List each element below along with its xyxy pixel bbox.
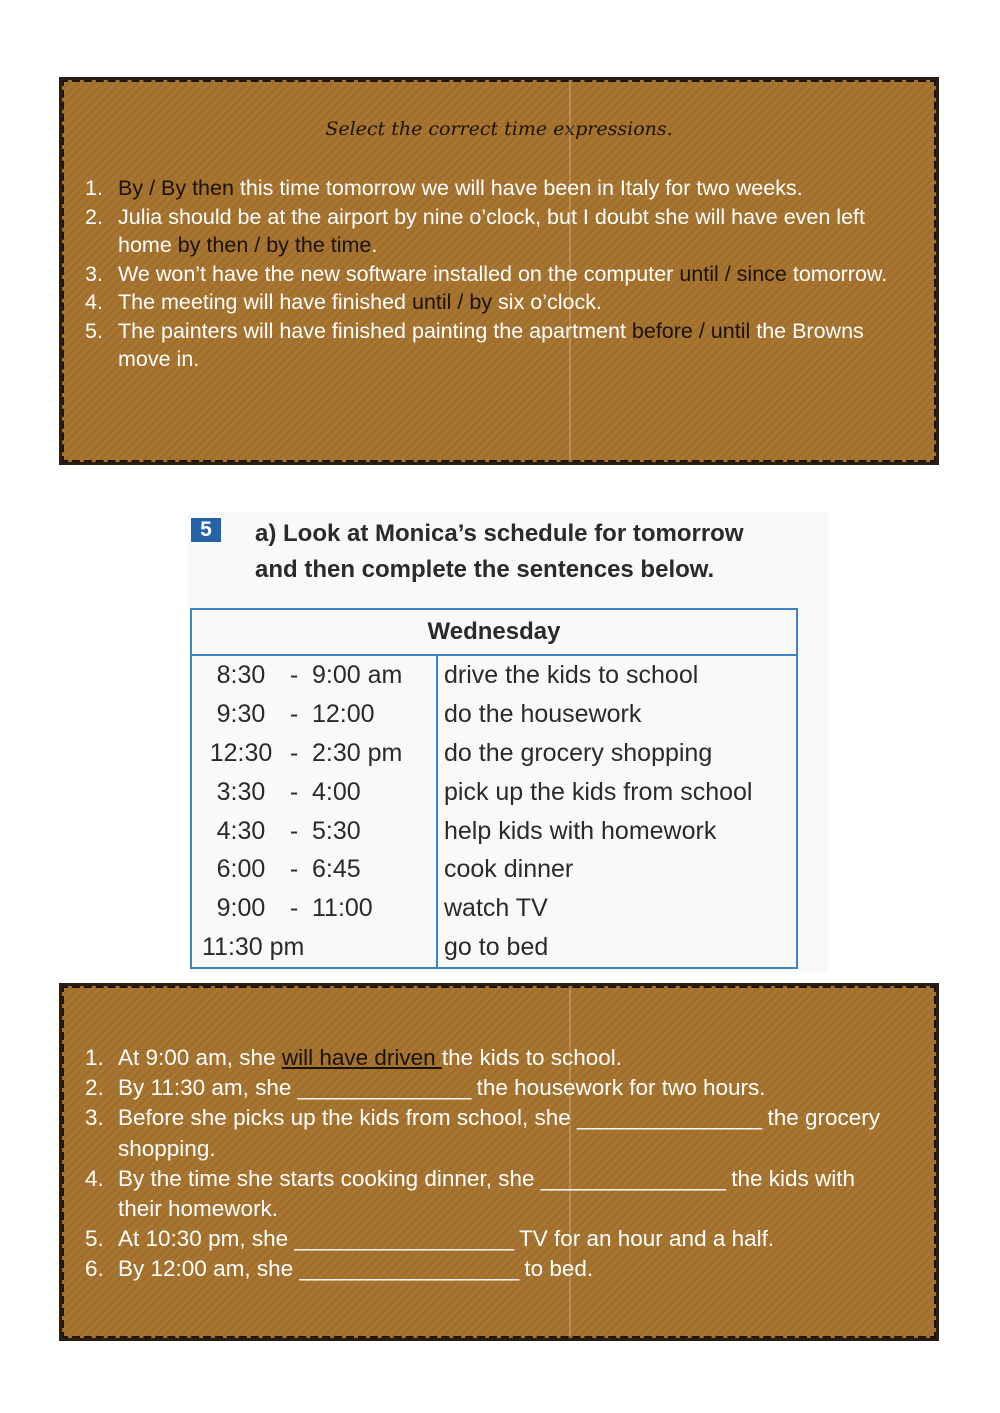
list-item: We won’t have the new software installed on the computer until / since tomorrow.: [118, 261, 888, 286]
answer-field[interactable]: ________________: [576, 1105, 762, 1131]
list-item: At 10:30 pm, she ___________________ TV for an hour and a half.: [118, 1226, 775, 1252]
list-item: By / By then this time tomorrow we will have been in Italy for two weeks.: [118, 176, 803, 200]
choice-options[interactable]: By / By then: [118, 176, 234, 200]
choice-options[interactable]: until / by: [412, 290, 493, 314]
table-row: 9:30 - 12:00 do the housework: [191, 695, 797, 734]
exercise-1-list: [64, 174, 904, 374]
table-row: 8:30 - 9:00 am drive the kids to school: [191, 655, 797, 695]
list-item: Before she picks up the kids from school, she ________________ the grocery shopping.: [118, 1105, 881, 1161]
choice-options[interactable]: until / since: [679, 261, 787, 286]
answer-field[interactable]: ________________: [540, 1165, 725, 1191]
table-row: 3:30 - 4:00 pick up the kids from school: [191, 773, 797, 812]
list-item: By 12:00 am, she ___________________ to bed.: [118, 1256, 594, 1282]
table-row: 4:30 - 5:30 help kids with homework: [191, 812, 797, 851]
exercise-number-badge: 5: [191, 518, 221, 542]
answer-field[interactable]: will have driven: [281, 1045, 442, 1070]
list-item: Julia should be at the airport by nine o’clock, but I doubt she will have even left home by then / by the time.: [118, 204, 865, 257]
answer-field[interactable]: ___________________: [294, 1226, 514, 1252]
exercise-2-list: [64, 1043, 904, 1285]
list-item: At 9:00 am, she will have driven the kids to school.: [118, 1045, 623, 1070]
choice-options[interactable]: by then / by the time: [177, 233, 372, 257]
list-item: By the time she starts cooking dinner, she ________________ the kids with their homework.: [118, 1165, 856, 1222]
schedule-day-header: Wednesday: [191, 609, 797, 655]
answer-field[interactable]: ___________________: [299, 1256, 519, 1282]
exercise-1-title: Select the correct time expressions.: [325, 118, 673, 140]
choice-options[interactable]: before / until: [631, 318, 751, 343]
list-item: By 11:30 am, she _______________ the housework for two hours.: [118, 1075, 766, 1101]
table-row: 6:00 - 6:45 cook dinner: [191, 850, 797, 889]
list-item: The meeting will have finished until / by six o’clock.: [118, 290, 602, 314]
schedule-exercise: [188, 512, 828, 972]
table-row: 11:30 pm go to bed: [191, 928, 797, 968]
schedule-table: [190, 608, 798, 969]
exercise-2-panel: [60, 984, 938, 1340]
exercise-1-panel: [60, 78, 938, 464]
answer-field[interactable]: _______________: [297, 1075, 471, 1101]
exercise-instruction: a) Look at Monica’s schedule for tomorrow and then complete the sentences below.: [255, 520, 744, 583]
list-item: The painters will have finished painting the apartment before / until the Browns move in.: [118, 318, 864, 371]
table-row: 9:00 - 11:00 watch TV: [191, 889, 797, 928]
table-row: 12:30 - 2:30 pm do the grocery shopping: [191, 734, 797, 773]
